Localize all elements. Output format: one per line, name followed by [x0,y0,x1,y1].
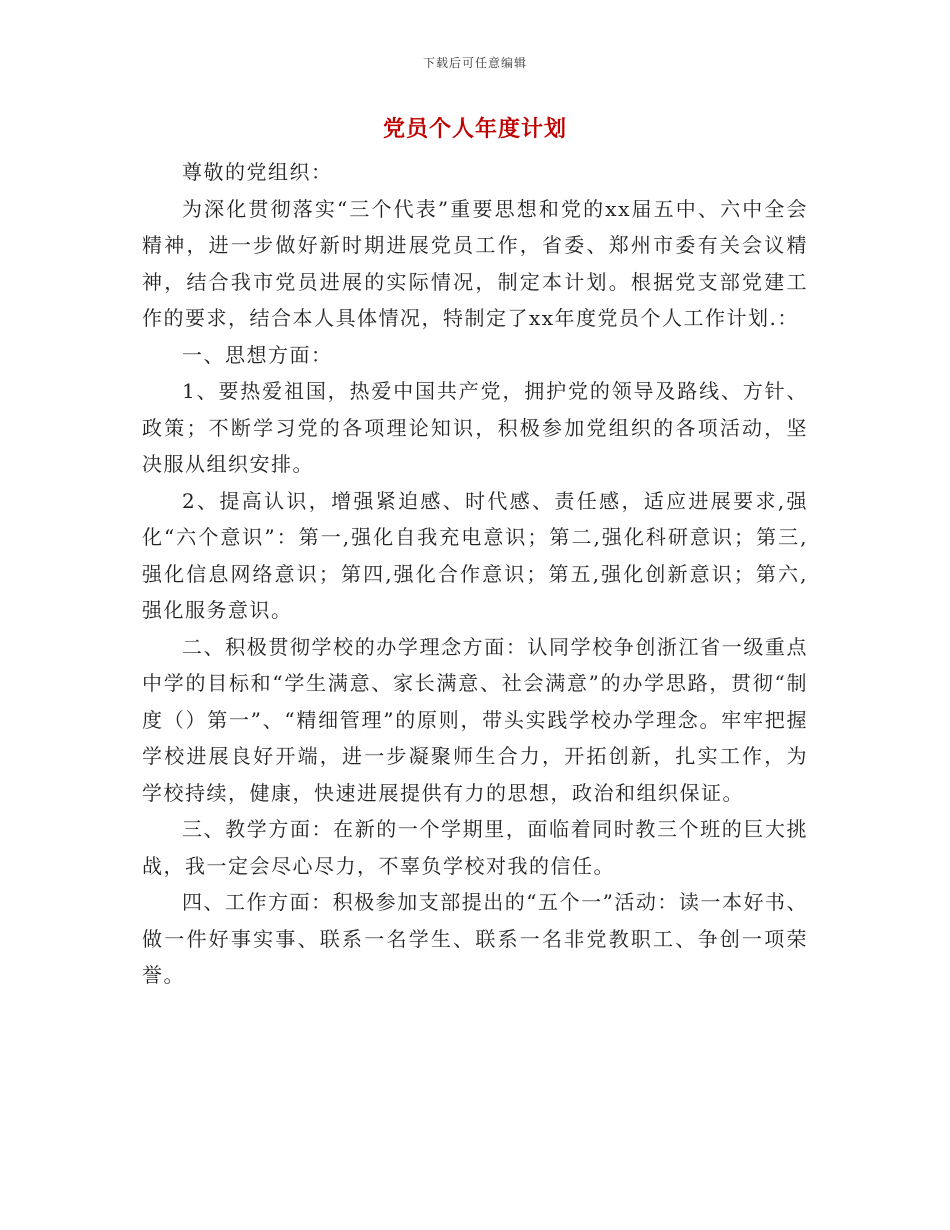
page-header: 下载后可任意编辑 [422,56,527,70]
document-title: 党员个人年度计划 [382,116,567,142]
paragraph-item-2: 2、提高认识，增强紧迫感、时代感、责任感，适应进展要求,强化“六个意识”：第一,强化自我充电意识；第二,强化科研意识；第三,强化信息网络意识；第四,强化合作意识；第五,强化创新意识；第六,强化服务意识。 [142,488,808,622]
paragraph-intro: 为深化贯彻落实“三个代表”重要思想和党的xx届五中、六中全会精神，进一步做好新时期进展党员工作，省委、郑州市委有关会议精神，结合我市党员进展的实际情况，制定本计划。根据党支部党建工作的要求，结合本人具体情况，特制定了xx年度党员个人工作计划.： [142,196,808,330]
paragraph-teaching: 三、教学方面：在新的一个学期里，面临着同时教三个班的巨大挑战，我一定会尽心尽力，不辜负学校对我的信任。 [142,817,808,878]
salutation: 尊敬的党组织： [182,160,333,184]
section-heading-ideology: 一、思想方面： [182,342,333,367]
paragraph-work: 四、工作方面：积极参加支部提出的“五个一”活动：读一本好书、做一件好事实事、联系一名学生、联系一名非党教职工、争创一项荣誉。 [142,890,808,987]
paragraph-school-philosophy: 二、积极贯彻学校的办学理念方面：认同学校争创浙江省一级重点中学的目标和“学生满意、家长满意、社会满意”的办学思路，贯彻“制度（）第一”、“精细管理”的原则，带头实践学校办学理念。牢牢把握学校进展良好开端，进一步凝聚师生合力，开拓创新，扎实工作，为学校持续，健康，快速进展提供有力的思想，政治和组织保证。 [142,634,808,805]
document-body [142,154,808,994]
paragraph-item-1: 1、要热爱祖国，热爱中国共产党，拥护党的领导及路线、方针、政策；不断学习党的各项理论知识，积极参加党组织的各项活动，坚决服从组织安排。 [142,379,808,476]
